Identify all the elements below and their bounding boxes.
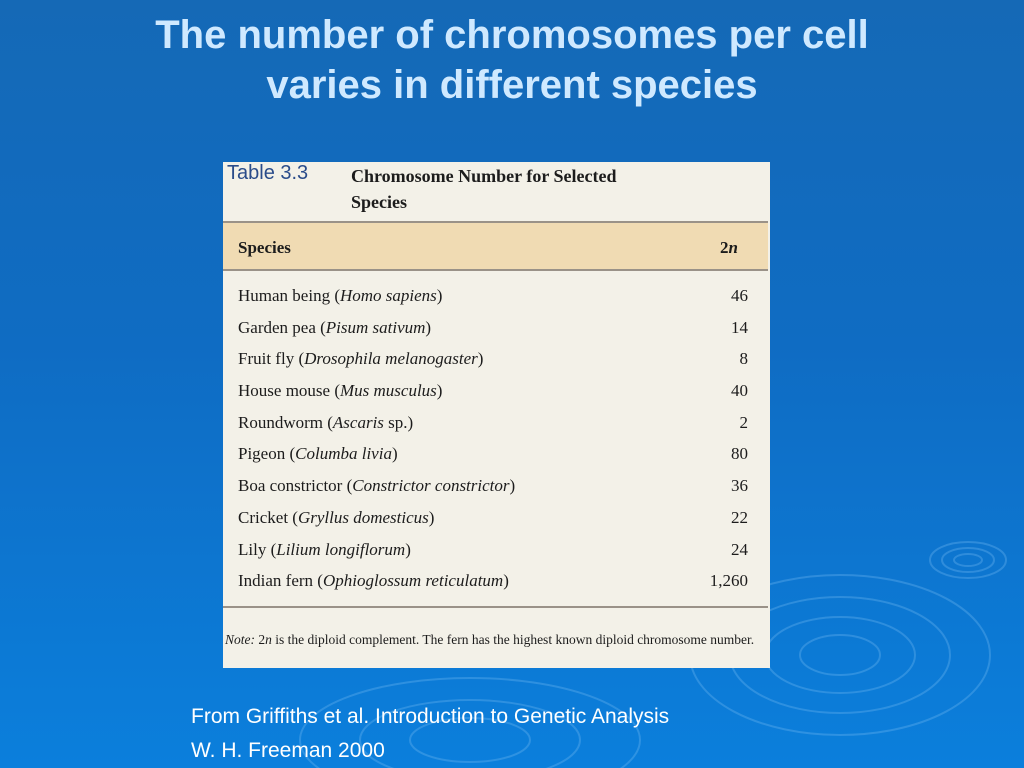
species-name: Human being (Homo sapiens) <box>238 286 443 305</box>
table-row <box>223 286 768 318</box>
table-number: Table 3.3 <box>227 162 309 184</box>
species-name: Fruit fly (Drosophila melanogaster) <box>238 349 484 369</box>
slide-title-line2: varies in different species <box>266 63 758 107</box>
chromosome-table-image <box>223 162 770 668</box>
table-note: Note: 2n is the diploid complement. The fern has the highest known diploid chromosome number. <box>225 632 755 647</box>
note-label: Note: <box>225 632 255 647</box>
species-name: Boa constrictor (Constrictor constrictor) <box>238 476 516 496</box>
table-row <box>223 318 768 350</box>
species-name: Indian fern (Ophioglossum reticulatum) <box>238 571 509 591</box>
slide-title-line1: The number of chromosomes per cell <box>155 13 869 57</box>
chromosome-count: 80 <box>731 444 748 464</box>
chromosome-count: 46 <box>731 286 748 305</box>
species-name: Pigeon (Columba livia) <box>238 444 398 464</box>
slide-title <box>60 10 964 110</box>
table-title <box>351 163 751 215</box>
chromosome-count: 2 <box>739 412 748 432</box>
table-header-rule <box>223 269 768 271</box>
species-name: Garden pea (Pisum sativum) <box>238 317 432 337</box>
chromosome-count: 36 <box>731 476 748 496</box>
table-row <box>223 508 768 540</box>
table-heading <box>223 162 770 220</box>
column-header-2n: 2n <box>720 238 738 257</box>
table-title-line1: Chromosome Number for Selected <box>351 166 617 186</box>
chromosome-count: 22 <box>731 507 748 527</box>
chromosome-count: 8 <box>739 349 748 369</box>
chromosome-count: 24 <box>731 539 748 559</box>
table-row <box>223 444 768 476</box>
chromosome-count: 40 <box>731 381 748 401</box>
table-title-line2: Species <box>351 192 407 212</box>
table-row <box>223 349 768 381</box>
species-name: Roundworm (Ascaris sp.) <box>238 412 414 432</box>
chromosome-count: 14 <box>731 317 748 337</box>
source-line2: W. H. Freeman 2000 <box>191 739 385 762</box>
table-row <box>223 571 768 603</box>
species-name: Cricket (Gryllus domesticus) <box>238 507 435 527</box>
species-name: Lily (Lilium longiflorum) <box>238 539 411 559</box>
source-line1: From Griffiths et al. Introduction to Genetic Analysis <box>191 705 670 728</box>
column-header-species: Species <box>238 238 291 257</box>
table-row <box>223 476 768 508</box>
source-citation <box>191 700 669 768</box>
table-bottom-rule <box>223 606 768 608</box>
table-column-header <box>223 223 768 269</box>
table-row <box>223 413 768 445</box>
species-name: House mouse (Mus musculus) <box>238 381 443 401</box>
note-text: is the diploid complement. The fern has the highest known diploid chromosome number. <box>271 632 755 647</box>
table-body <box>223 286 768 603</box>
chromosome-count: 1,260 <box>709 571 748 591</box>
table-row <box>223 381 768 413</box>
table-row <box>223 540 768 572</box>
